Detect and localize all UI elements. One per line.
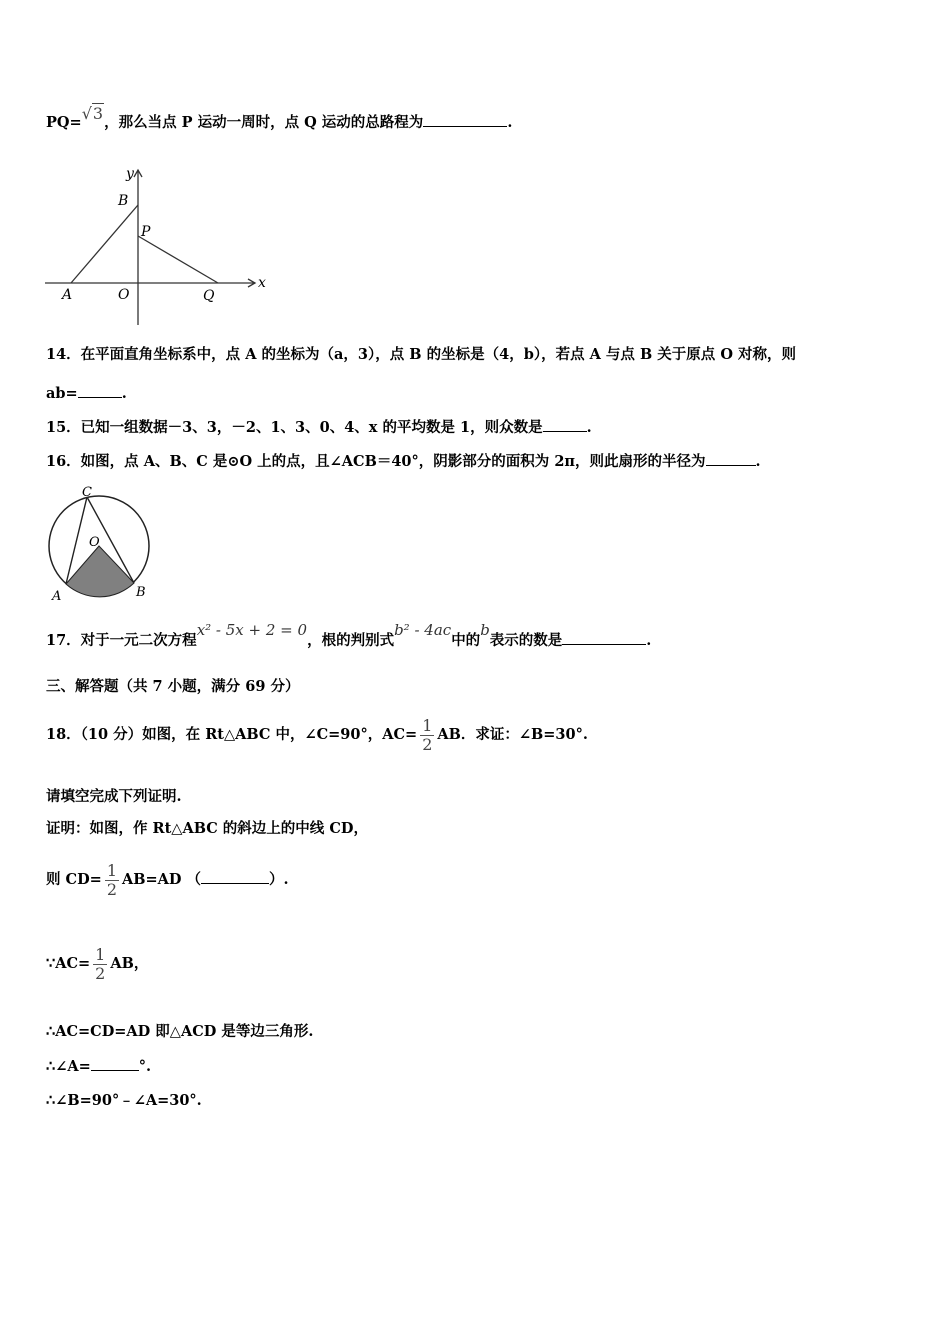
equation: x² - 5x + 2 = 0 <box>196 621 308 639</box>
q16-line <box>46 451 761 472</box>
fraction-half <box>420 717 434 754</box>
segment-ab <box>71 205 138 283</box>
frac-num: 1 <box>95 944 106 964</box>
q14-end: . <box>121 385 127 402</box>
discriminant: b² - 4ac <box>394 621 452 639</box>
q17-text1: 17．对于一元二次方程 <box>46 632 197 649</box>
frac-den: 2 <box>95 963 106 983</box>
sqrt-symbol: √ <box>81 104 92 123</box>
q18-text2: AB．求证：∠B=30°. <box>437 726 588 743</box>
label-x: x <box>258 275 266 291</box>
section-heading: 三、解答题（共 7 小题，满分 69 分） <box>46 678 300 695</box>
answer-blank[interactable] <box>562 630 646 645</box>
step3-prefix: ∵AC= <box>46 955 91 972</box>
label-o: O <box>89 535 100 550</box>
answer-blank[interactable] <box>78 383 122 398</box>
q14-line1: 14．在平面直角坐标系中，点 A 的坐标为（a，3），点 B 的坐标是（4，b），若点 A 与点 B 关于原点 O 对称，则 <box>46 346 797 363</box>
q15-line <box>46 417 592 438</box>
label-b: B <box>136 585 146 600</box>
label-y: y <box>126 166 134 182</box>
fraction-half <box>93 946 107 983</box>
label-p: P <box>141 224 151 240</box>
q17-text2: ，根的判别式 <box>307 632 395 649</box>
proof-step1: 证明：如图，作 Rt△ABC 的斜边上的中线 CD， <box>46 820 368 837</box>
q13-prefix: PQ= <box>46 114 82 131</box>
segment-pq <box>138 236 218 283</box>
proof-step4: ∴AC=CD=AD 即△ACD 是等边三角形. <box>46 1023 314 1040</box>
label-o: O <box>118 287 130 303</box>
circle-figure <box>42 480 162 610</box>
q14-ab: ab= <box>46 385 78 402</box>
q17-text4: 表示的数是 <box>489 632 563 649</box>
label-c: C <box>82 485 92 500</box>
coordinate-figure <box>40 160 280 330</box>
q15-end: . <box>586 419 592 436</box>
proof-step3 <box>46 941 148 987</box>
step2-mid: AB=AD （ <box>122 871 202 888</box>
answer-blank[interactable] <box>706 451 756 466</box>
step3-end: AB， <box>110 955 149 972</box>
q16-text: 16．如图，点 A、B、C 是⊙O 上的点，且∠ACB＝40°，阴影部分的面积为 2π，则此扇形的半径为 <box>46 453 706 470</box>
q17-end: . <box>646 632 652 649</box>
frac-den: 2 <box>106 879 117 899</box>
proof-intro: 请填空完成下列证明. <box>46 788 182 805</box>
answer-blank[interactable] <box>91 1056 139 1071</box>
q13-end: . <box>507 114 513 131</box>
step5-prefix: ∴∠A= <box>46 1058 91 1075</box>
q18-line <box>46 712 588 758</box>
step5-end: °. <box>138 1058 152 1075</box>
q18-text1: 18．（10 分）如图，在 Rt△ABC 中，∠C=90°，AC= <box>46 726 418 743</box>
answer-blank[interactable] <box>543 417 587 432</box>
label-a: A <box>62 287 73 303</box>
sqrt-radicand: 3 <box>92 104 104 123</box>
q13-line <box>46 104 513 133</box>
shaded-sector <box>66 546 134 597</box>
fraction-half <box>105 862 119 899</box>
q15-text: 15．已知一组数据－3、3，－2、1、3、0、4、x 的平均数是 1，则众数是 <box>46 419 543 436</box>
q16-end: . <box>755 453 761 470</box>
sqrt-expression <box>82 104 104 123</box>
answer-blank[interactable] <box>201 869 269 884</box>
step2-prefix: 则 CD= <box>46 871 102 888</box>
q17-text3: 中的 <box>451 632 481 649</box>
frac-num: 1 <box>422 715 433 735</box>
q14-line2 <box>46 383 127 404</box>
answer-blank[interactable] <box>423 112 507 127</box>
q13-text: ，那么当点 P 运动一周时，点 Q 运动的总路程为 <box>104 114 424 131</box>
label-q: Q <box>203 288 215 304</box>
variable-b: b <box>480 621 490 639</box>
proof-step5 <box>46 1056 151 1077</box>
proof-step2 <box>46 857 289 903</box>
q17-line <box>46 621 652 651</box>
proof-step6: ∴∠B=90°﹣∠A=30°. <box>46 1092 202 1109</box>
label-b: B <box>118 193 129 209</box>
step2-end: ）. <box>269 871 289 888</box>
label-a: A <box>52 589 62 604</box>
frac-num: 1 <box>106 860 117 880</box>
frac-den: 2 <box>422 734 433 754</box>
